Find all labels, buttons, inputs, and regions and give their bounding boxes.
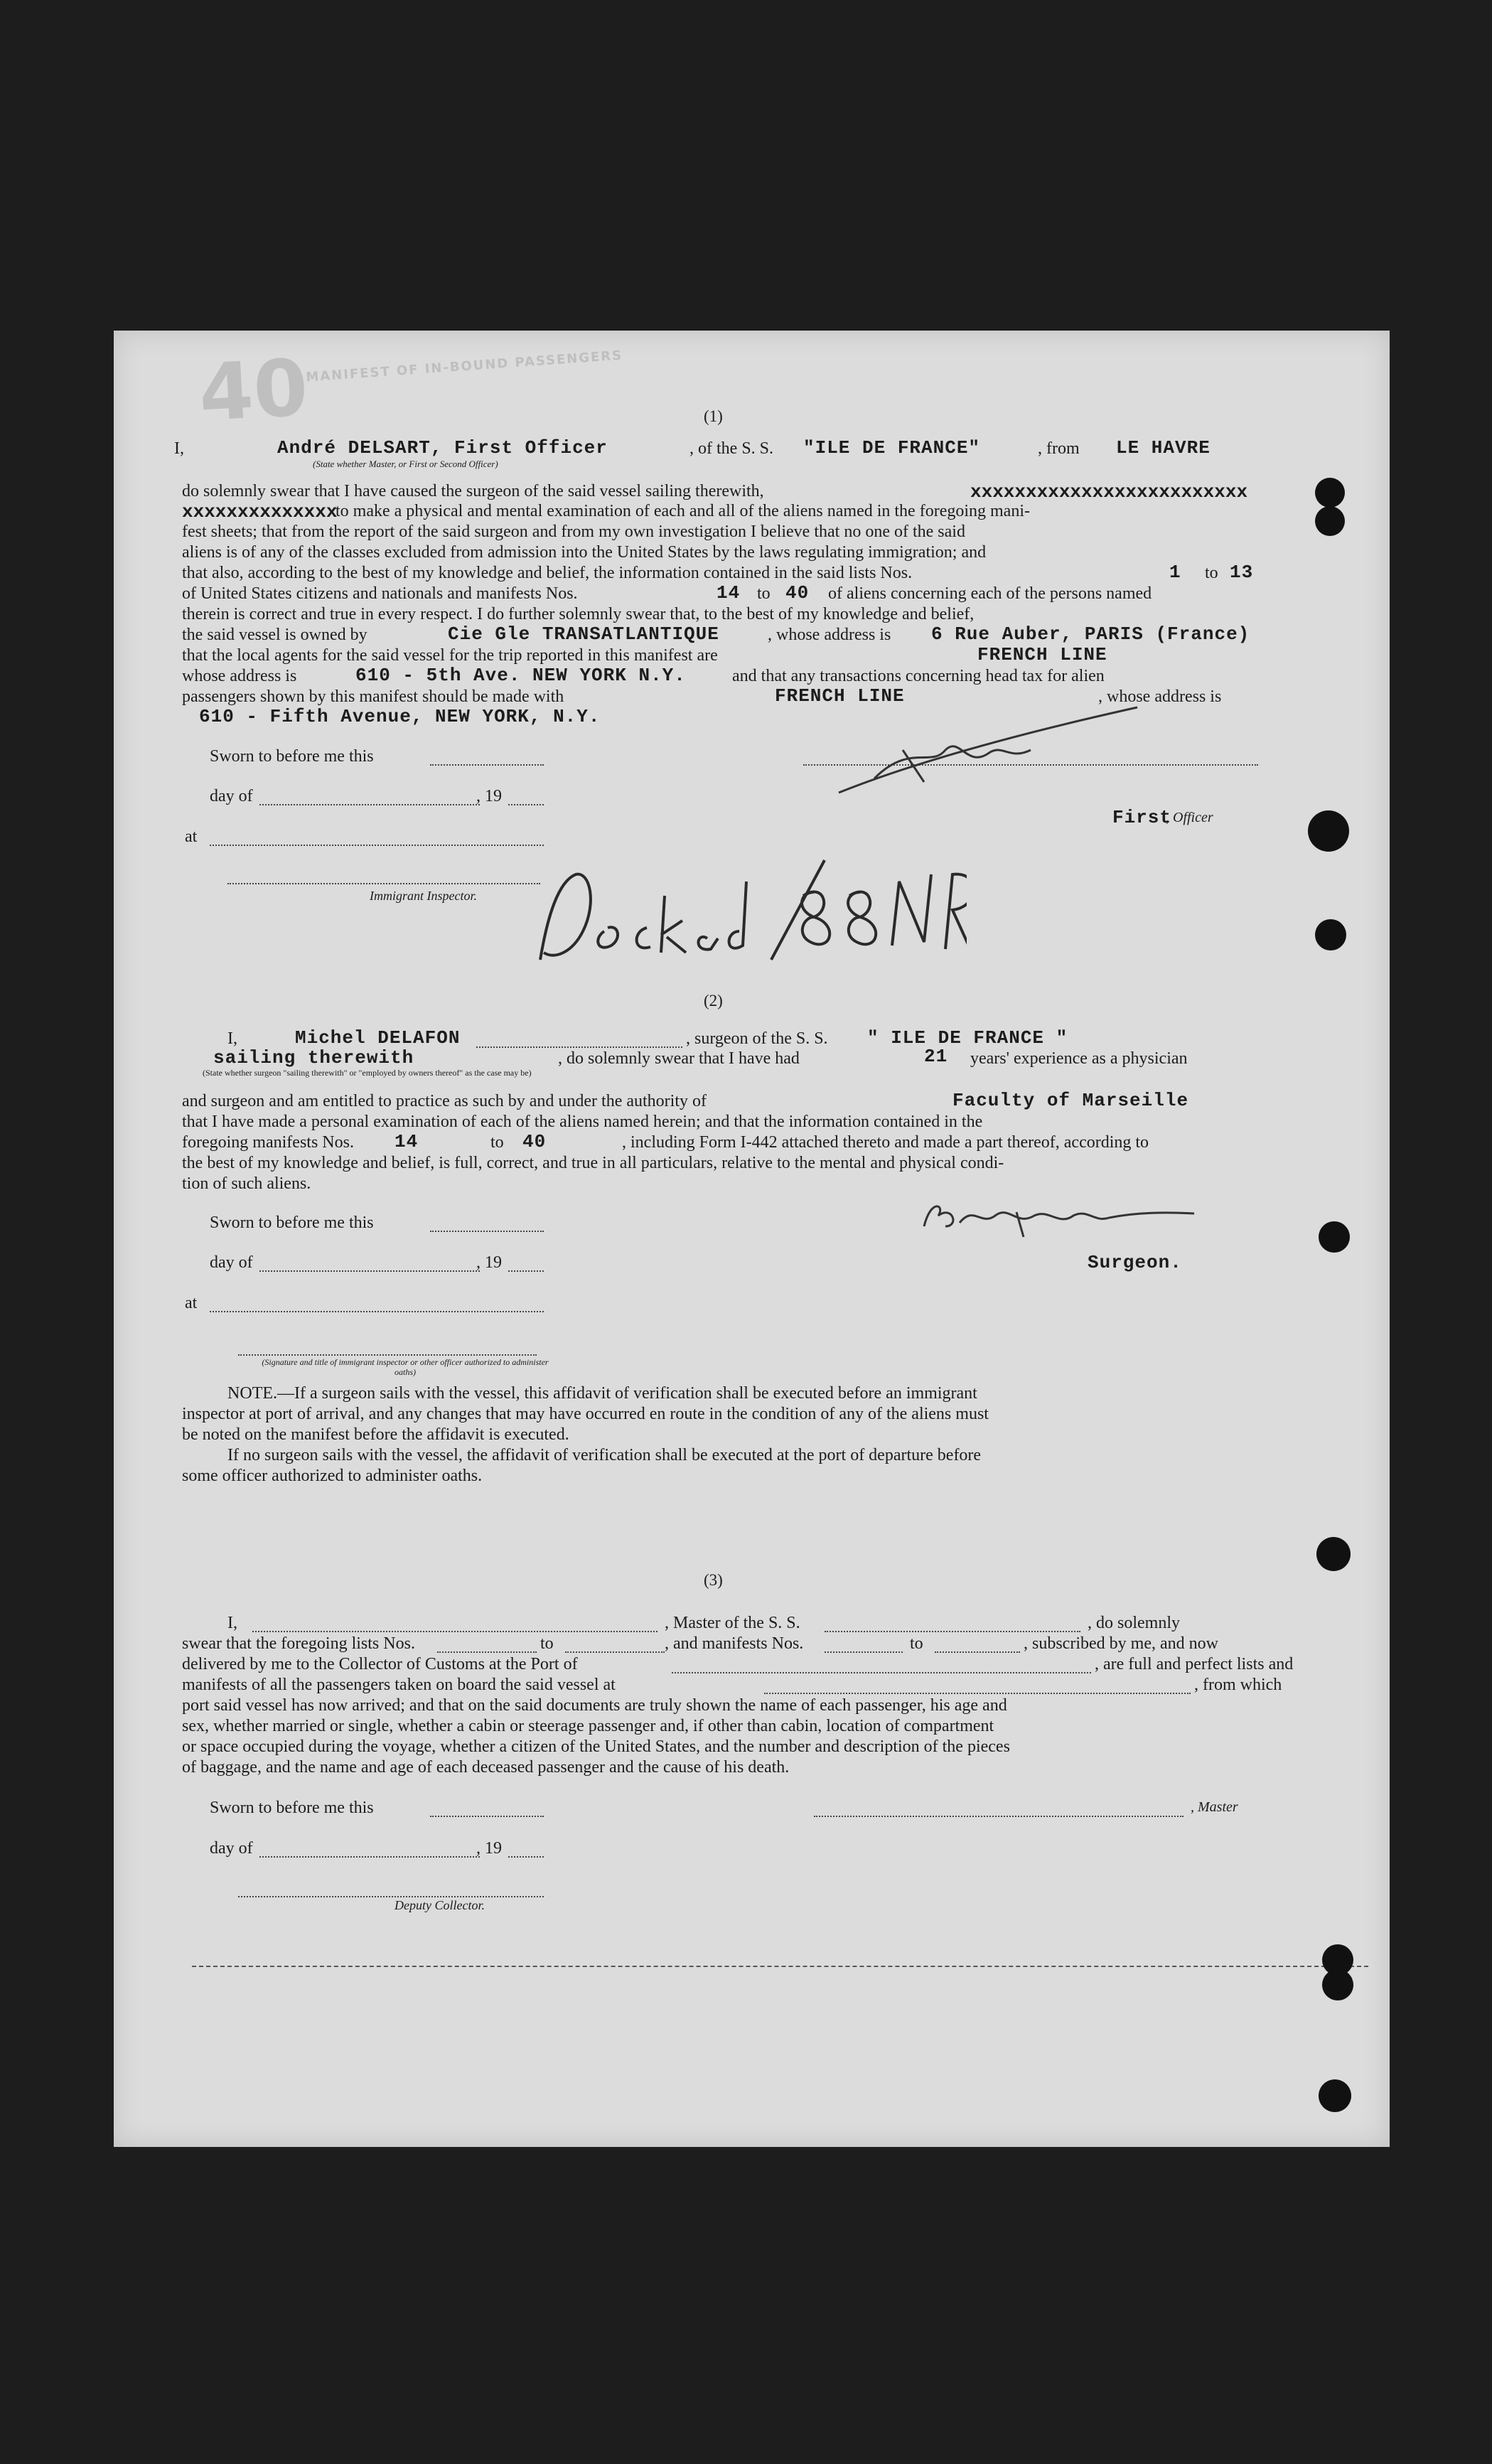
s2-vessel: " ILE DE FRANCE " xyxy=(867,1027,1068,1049)
note-line4: If no surgeon sails with the vessel, the affidavit of verification shall be executed at the port of departure before xyxy=(227,1446,982,1464)
punch-hole xyxy=(1319,2079,1351,2112)
s3-sworn-blank xyxy=(430,1800,544,1817)
s1-year: , 19 xyxy=(476,787,502,805)
inspector-caption: Immigrant Inspector. xyxy=(370,889,477,903)
strikeout-2: xxxxxxxxxxxxxx xyxy=(182,501,338,523)
note-line5: some officer authorized to administer oaths. xyxy=(182,1467,483,1485)
s3-year-blank xyxy=(508,1841,544,1858)
s3-line7: or space occupied during the voyage, whether a citizen of the United States, and the number and description of the pieces xyxy=(182,1737,1010,1756)
punch-hole xyxy=(1322,1969,1353,2000)
s1-line12a: passengers shown by this manifest should be made with xyxy=(182,687,564,706)
strikeout-1: xxxxxxxxxxxxxxxxxxxxxxxxx xyxy=(970,481,1248,503)
s2-line5b: , including Form I-442 attached thereto and made a part thereof, according to xyxy=(622,1133,1149,1152)
s3-line8: of baggage, and the name and age of each deceased passenger and the cause of his death. xyxy=(182,1758,790,1777)
head-tax-agent: FRENCH LINE xyxy=(775,685,905,707)
s2-to-word: to xyxy=(490,1133,504,1152)
s3-year: , 19 xyxy=(476,1839,502,1858)
s1-line11a: whose address is xyxy=(182,667,297,685)
surgeon-signature xyxy=(910,1184,1208,1241)
vessel-name: "ILE DE FRANCE" xyxy=(803,437,981,459)
inspector-signature-blank xyxy=(227,867,540,884)
surgeon-of-text: , surgeon of the S. S. xyxy=(686,1029,828,1048)
officer-rank: First xyxy=(1112,807,1172,828)
agents-address: 610 - 5th Ave. NEW YORK N.Y. xyxy=(355,665,686,686)
s3-line6: sex, whether married or single, whether a cabin or steerage passenger and, if other than cabin, location of compartment xyxy=(182,1717,994,1735)
embark-port-blank xyxy=(764,1677,1191,1694)
surgeon-name: Michel DELAFON xyxy=(295,1027,461,1049)
s2-line3a: and surgeon and am entitled to practice as such by and under the authority of xyxy=(182,1092,707,1110)
s2-year-blank xyxy=(508,1255,544,1272)
s1-line7b: of aliens concerning each of the persons named xyxy=(828,584,1152,603)
s2-manifests-to: 40 xyxy=(522,1131,547,1152)
master-signature-blank xyxy=(814,1800,1184,1817)
s1-line9b: , whose address is xyxy=(768,626,891,644)
s3-lists-from-blank xyxy=(437,1636,537,1653)
surgeon-name-blank xyxy=(476,1031,682,1048)
s2-experience: years' experience as a physician xyxy=(970,1049,1188,1068)
s3-line3b: , are full and perfect lists and xyxy=(1095,1655,1294,1673)
s3-line1b: , Master of the S. S. xyxy=(665,1614,800,1632)
manifest-page xyxy=(114,331,1390,2147)
s3-manifests-from-blank xyxy=(825,1636,903,1653)
lists-to-word: to xyxy=(1205,564,1218,582)
s3-line5: port said vessel has now arrived; and that on the said documents are truly shown the name of each passenger, his age and xyxy=(182,1696,1007,1715)
bottom-rule xyxy=(192,1966,1368,1967)
departure-port: LE HAVRE xyxy=(1116,437,1211,459)
s3-line2c: , subscribed by me, and now xyxy=(1024,1634,1218,1653)
officer-signature xyxy=(825,700,1152,800)
s1-day-blank xyxy=(259,788,480,805)
s2-day-of: day of xyxy=(210,1253,253,1272)
master-label: , Master xyxy=(1191,1799,1238,1815)
manifests-from: 14 xyxy=(717,582,741,604)
s3-line4b: , from which xyxy=(1194,1676,1282,1694)
s1-line11b: and that any transactions concerning head tax for alien xyxy=(732,667,1105,685)
s1-line4: fest sheets; that from the report of the said surgeon and from my own investigation I believe that no one of the said xyxy=(182,523,965,541)
from-text: , from xyxy=(1038,439,1080,458)
s1-at-blank xyxy=(210,829,544,846)
s3-sworn: Sworn to before me this xyxy=(210,1799,374,1817)
s3-day-of: day of xyxy=(210,1839,253,1858)
s3-line3a: delivered by me to the Collector of Customs at the Port of xyxy=(182,1655,578,1673)
s1-at: at xyxy=(185,827,198,846)
punch-hole xyxy=(1316,1537,1351,1571)
sailing-caption: (State whether surgeon "sailing therewith" or "employed by owners thereof" as the case may be) xyxy=(203,1068,532,1078)
s3-line1c: , do solemnly xyxy=(1088,1614,1180,1632)
s1-line6: that also, according to the best of my knowledge and belief, the information contained in the said lists Nos. xyxy=(182,564,913,582)
head-tax-address: 610 - Fifth Avenue, NEW YORK, N.Y. xyxy=(199,706,601,727)
master-name-blank xyxy=(252,1615,658,1632)
collector-signature-blank xyxy=(238,1880,544,1897)
of-ss-text: , of the S. S. xyxy=(689,439,774,458)
years-experience: 21 xyxy=(924,1046,948,1067)
surgeon-title: Surgeon. xyxy=(1088,1252,1182,1273)
punch-hole xyxy=(1308,810,1349,852)
officer-suffix: , Officer xyxy=(1166,810,1213,825)
vessel-owner: Cie Gle TRANSATLANTIQUE xyxy=(448,623,719,645)
handwritten-docked-note xyxy=(526,853,967,974)
s3-to-2: to xyxy=(910,1634,923,1653)
s1-line9a: the said vessel is owned by xyxy=(182,626,367,644)
section-1-i: I, xyxy=(174,439,184,458)
collector-caption: Deputy Collector. xyxy=(395,1898,485,1912)
page-number-stamp: 40 xyxy=(196,342,311,439)
s2-swear: , do solemnly swear that I have had xyxy=(558,1049,800,1068)
lists-from: 1 xyxy=(1169,562,1181,583)
s2-at-blank xyxy=(210,1295,544,1312)
s2-at: at xyxy=(185,1294,198,1312)
section-3-number: (3) xyxy=(704,1571,723,1589)
note-line3: be noted on the manifest before the affidavit is executed. xyxy=(182,1425,569,1444)
s3-vessel-blank xyxy=(825,1615,1080,1632)
s1-line8: therein is correct and true in every respect. I do further solemnly swear that, to the best of my knowledge and belief, xyxy=(182,605,975,623)
lists-to: 13 xyxy=(1230,562,1254,583)
s1-line3: to make a physical and mental examination of each and all of the aliens named in the foregoing mani- xyxy=(336,502,1030,520)
s1-day-of: day of xyxy=(210,787,253,805)
s3-day-blank xyxy=(259,1841,480,1858)
officer-caption: (State whether Master, or First or Second Officer) xyxy=(313,459,498,469)
s3-to-1: to xyxy=(540,1634,554,1653)
owner-address: 6 Rue Auber, PARIS (France) xyxy=(931,623,1250,645)
s2-line4: that I have made a personal examination of each of the aliens named herein; and that the information contained in the xyxy=(182,1113,983,1131)
s3-line2a: swear that the foregoing lists Nos. xyxy=(182,1634,415,1653)
s3-lists-to-blank xyxy=(565,1636,665,1653)
local-agents: FRENCH LINE xyxy=(977,644,1107,665)
s2-year: , 19 xyxy=(476,1253,502,1272)
s3-line1a: I, xyxy=(227,1614,237,1632)
note-line2: inspector at port of arrival, and any changes that may have occurred en route in the condition of any of the aliens must xyxy=(182,1405,989,1423)
s1-line12b: , whose address is xyxy=(1098,687,1222,706)
s1-sworn: Sworn to before me this xyxy=(210,747,374,766)
port-blank xyxy=(672,1656,1091,1673)
s2-day-blank xyxy=(259,1255,480,1272)
s2-line6: the best of my knowledge and belief, is full, correct, and true in all particulars, relative to the mental and physical condi- xyxy=(182,1154,1004,1172)
s1-line10a: that the local agents for the said vessel for the trip reported in this manifest are xyxy=(182,646,718,665)
punch-hole xyxy=(1315,506,1345,536)
punch-hole xyxy=(1315,478,1345,508)
officer-name: André DELSART, First Officer xyxy=(277,437,608,459)
manifests-to-word: to xyxy=(757,584,771,603)
manifests-to: 40 xyxy=(785,582,810,604)
section-2-i: I, xyxy=(227,1029,237,1048)
s1-line5: aliens is of any of the classes excluded from admission into the United States by the laws regulating immigration; and xyxy=(182,543,987,562)
punch-hole xyxy=(1319,1221,1350,1253)
section-1-number: (1) xyxy=(704,407,723,425)
s2-sworn-blank xyxy=(430,1215,544,1232)
s1-sworn-blank xyxy=(430,749,544,766)
s1-year-blank xyxy=(508,788,544,805)
practice-authority: Faculty of Marseille xyxy=(952,1090,1189,1111)
punch-hole xyxy=(1315,919,1346,950)
ghost-header-text: MANIFEST OF IN-BOUND PASSENGERS xyxy=(305,348,623,385)
s3-line2b: , and manifests Nos. xyxy=(665,1634,804,1653)
section-2-number: (2) xyxy=(704,992,723,1009)
s2-line5a: foregoing manifests Nos. xyxy=(182,1133,354,1152)
s3-manifests-to-blank xyxy=(935,1636,1020,1653)
s2-line7: tion of such aliens. xyxy=(182,1174,311,1193)
officer-authorized-blank xyxy=(238,1339,537,1356)
sailing-therewith: sailing therewith xyxy=(213,1047,414,1068)
title-caption: (Signature and title of immigrant inspector or other officer authorized to administer oaths) xyxy=(262,1357,549,1377)
s1-line2: do solemnly swear that I have caused the surgeon of the said vessel sailing therewith, xyxy=(182,482,764,500)
s2-sworn: Sworn to before me this xyxy=(210,1214,374,1232)
s2-manifests-from: 14 xyxy=(395,1131,419,1152)
note-line1: NOTE.—If a surgeon sails with the vessel, this affidavit of verification shall be executed before an immigrant xyxy=(227,1384,977,1403)
s3-line4a: manifests of all the passengers taken on board the said vessel at xyxy=(182,1676,616,1694)
s1-line7a: of United States citizens and nationals and manifests Nos. xyxy=(182,584,578,603)
